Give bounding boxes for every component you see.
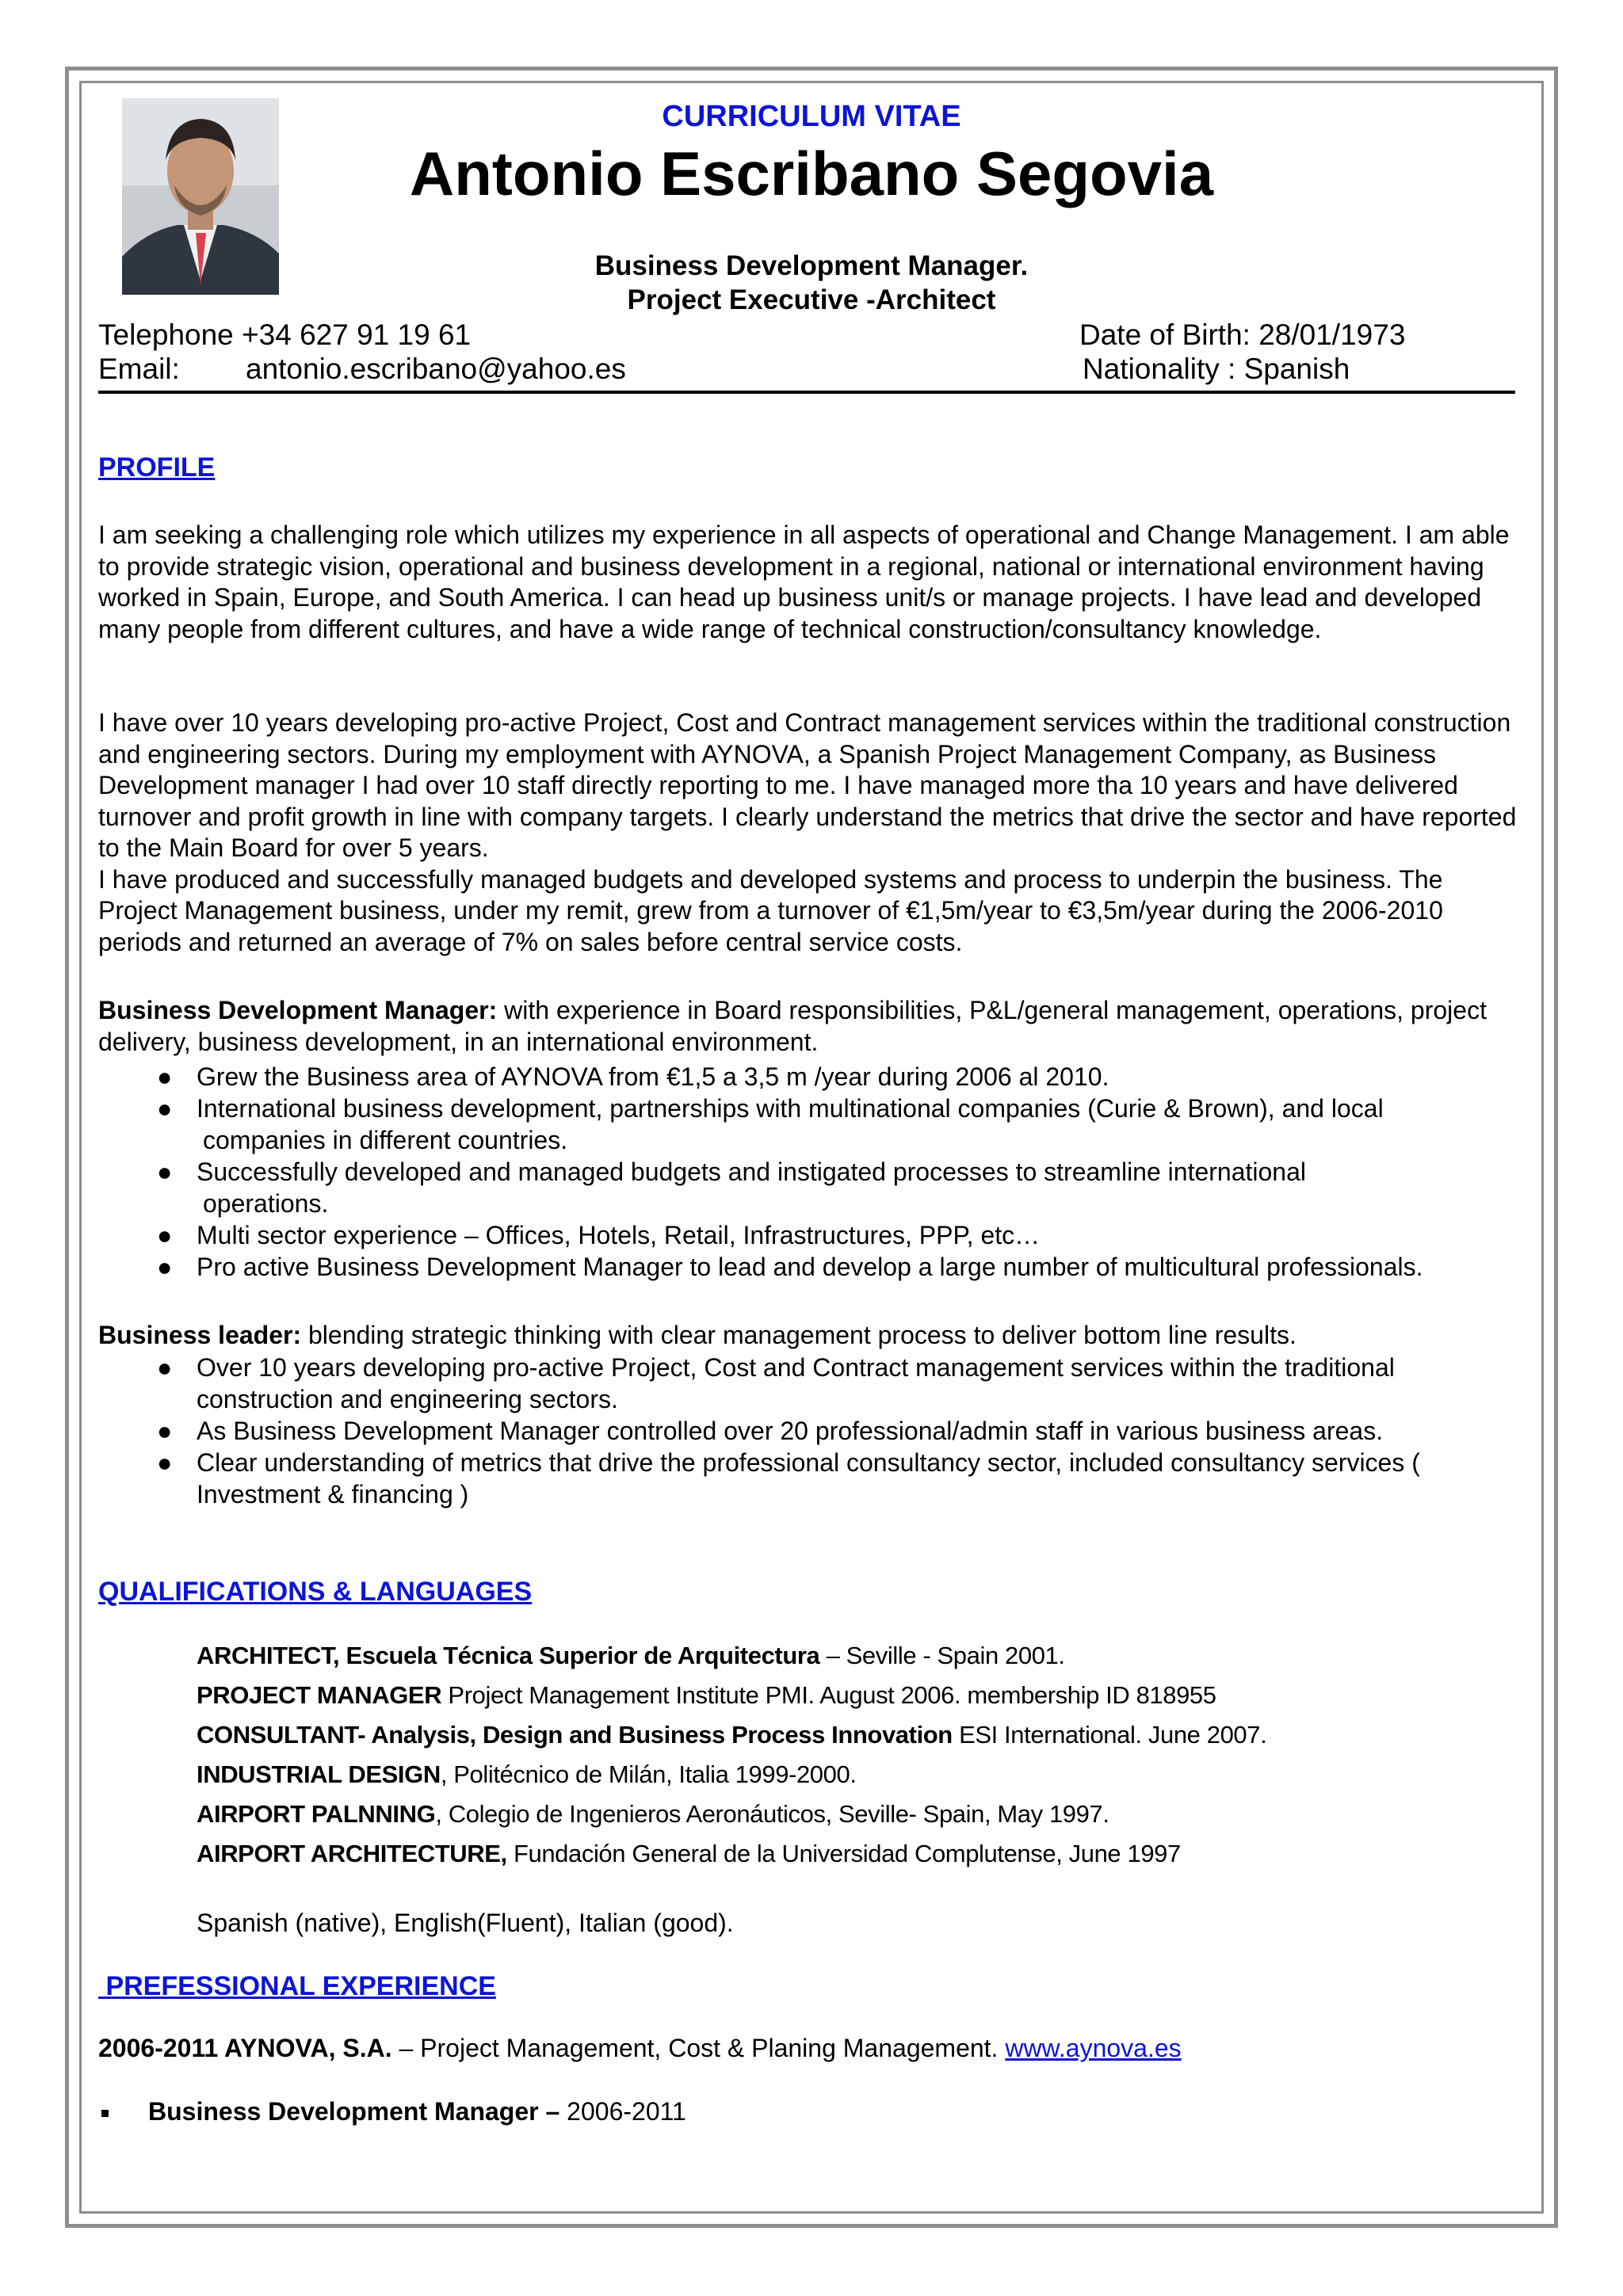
list-item: PROJECT MANAGER Project Management Institute PMI. August 2006. membership ID 818955	[197, 1681, 1216, 1709]
list-item: ● Over 10 years developing pro-active Project, Cost and Contract management services within the traditional construction and engineering sectors.	[157, 1353, 1395, 1413]
leader-label: Business leader:	[98, 1321, 302, 1349]
bullet-icon: ●	[157, 1158, 173, 1186]
bullet-icon: ●	[157, 1353, 173, 1382]
list-item: ● As Business Development Manager controlled over 20 professional/admin staff in various business areas.	[157, 1417, 1384, 1445]
bullet-icon: ●	[157, 1253, 173, 1281]
profile-text-1: I am seeking a challenging role which utilizes my experience in all aspects of operational and Change Management. I am able to provide strategic vision, operational and business development in a regional, national or international environment having worked in Spain, Europe, and South America. I can head up business unit/s or manage projects. I have lead and developed many people from different cultures, and have a wide range of technical construction/consultancy knowledge.	[98, 521, 1510, 643]
list-item: AIRPORT ARCHITECTURE, Fundación General de la Universidad Complutense, June 1997	[197, 1840, 1181, 1867]
bdm-intro	[98, 995, 1525, 1058]
profile-text-2: I have over 10 years developing pro-active Project, Cost and Contract management services within the traditional construction and engineering sectors. During my employment with AYNOVA, a Spanish Project Management Company, as Business Development manager I had over 10 staff directly reporting to me. I have managed more tha 10 years and have delivered turnover and profit growth in line with company targets. I clearly understand the metrics that drive the sector and have reported to the Main Board for over 5 years.	[98, 708, 1517, 862]
bullet-icon: ●	[157, 1062, 173, 1091]
candidate-name: Antonio Escribano Segovia	[409, 139, 1214, 208]
bullet-icon: ●	[157, 1094, 173, 1123]
date-of-birth: Date of Birth: 28/01/1973	[1079, 318, 1406, 351]
headline-title-1: Business Development Manager.	[594, 250, 1029, 281]
role-title: Business Development Manager –	[148, 2097, 560, 2126]
list-item: ARCHITECT, Escuela Técnica Superior de Arquitectura – Seville - Spain 2001.	[197, 1642, 1065, 1669]
list-item: INDUSTRIAL DESIGN, Politécnico de Milán, Italia 1999-2000.	[197, 1760, 857, 1788]
experience-heading: PREFESSIONAL EXPERIENCE	[98, 1971, 496, 2001]
list-item: CONSULTANT- Analysis, Design and Business Process Innovation ESI International. June 2007.	[197, 1721, 1267, 1749]
bullet-icon: ●	[157, 1417, 173, 1445]
bullet-icon: ●	[157, 1448, 173, 1477]
nationality: Nationality : Spanish	[1083, 353, 1350, 385]
headline-title-2: Project Executive -Architect	[627, 284, 996, 315]
company-website-link[interactable]: www.aynova.es	[1005, 2034, 1182, 2062]
leader-text: blending strategic thinking with clear management process to deliver bottom line results.	[301, 1321, 1296, 1349]
languages: Spanish (native), English(Fluent), Italian (good).	[197, 1909, 734, 1937]
role-dates: 2006-2011	[559, 2097, 686, 2126]
list-item: ● Successfully developed and managed budgets and instigated processes to streamline international operations.	[157, 1158, 1306, 1218]
qualifications-list	[197, 1636, 1512, 1874]
email-address[interactable]: antonio.escribano@yahoo.es	[246, 353, 626, 385]
bdm-bullet-list	[151, 1061, 1522, 1283]
company-description: – Project Management, Cost & Planing Management.	[391, 2034, 1006, 2062]
list-item: ● International business development, partnerships with multinational companies (Curie & Brown), and local companies in different countries.	[157, 1094, 1384, 1154]
list-item: ● Multi sector experience – Offices, Hotels, Retail, Infrastructures, PPP, etc…	[157, 1221, 1041, 1249]
list-item: AIRPORT PALNNING, Colegio de Ingenieros Aeronáuticos, Seville- Spain, May 1997.	[197, 1800, 1109, 1828]
experience-role	[101, 2097, 686, 2126]
square-bullet-icon	[101, 2110, 109, 2117]
qualifications-heading: QUALIFICATIONS & LANGUAGES	[98, 1577, 533, 1607]
profile-paragraph-2	[98, 707, 1525, 958]
list-item: ● Pro active Business Development Manager to lead and develop a large number of multicultural professionals.	[157, 1253, 1423, 1281]
list-item: ● Clear understanding of metrics that drive the professional consultancy sector, included consultancy services ( Investment & financing )	[157, 1448, 1420, 1508]
profile-heading: PROFILE	[98, 452, 216, 482]
profile-text-3: I have produced and successfully managed budgets and developed systems and process to underpin the business. The Project Management business, under my remit, grew from a turnover of €1,5m/year to €3,5m/year during the 2006-2010 periods and returned an average of 7% on sales before central service costs.	[98, 864, 1443, 956]
company-name: 2006-2011 AYNOVA, S.A.	[98, 2034, 392, 2062]
cv-label: CURRICULUM VITAE	[662, 100, 961, 133]
leader-intro	[98, 1320, 1525, 1352]
leader-bullet-list	[151, 1352, 1522, 1510]
bullet-icon: ●	[157, 1221, 173, 1249]
experience-company	[98, 2034, 1182, 2063]
bdm-label: Business Development Manager:	[98, 996, 498, 1024]
list-item: ● Grew the Business area of AYNOVA from €1,5 a 3,5 m /year during 2006 al 2010.	[157, 1062, 1109, 1091]
email-label: Email:	[98, 353, 180, 385]
header-divider	[98, 391, 1515, 394]
telephone: Telephone +34 627 91 19 61	[98, 318, 472, 351]
bdm-text: with experience in Board responsibilities, P&L/general management, operations, project delivery, business development, in an international environment.	[98, 996, 1487, 1056]
profile-paragraph-1	[98, 520, 1525, 645]
